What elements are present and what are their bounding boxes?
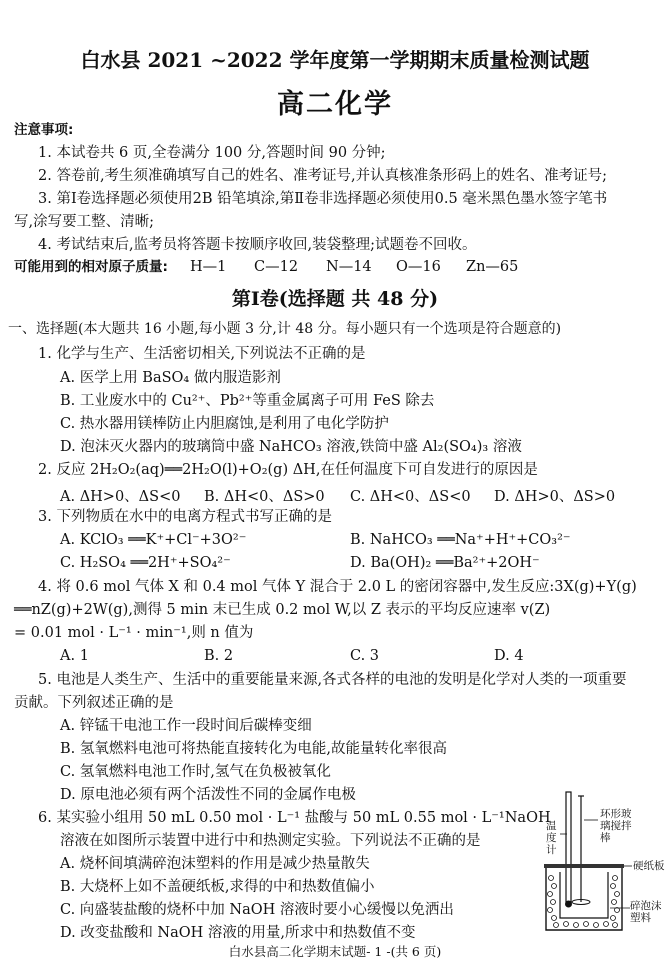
- option: A. 医学上用 BaSO₄ 做内服造影剂: [60, 370, 281, 386]
- question-stem: 3. 下列物质在水中的电离方程式书写正确的是: [38, 509, 332, 525]
- question-stem: 溶液在如图所示装置中进行中和热测定实验。下列说法不正确的是: [60, 833, 481, 849]
- question-stem: ══nZ(g)+2W(g),测得 5 min 末已生成 0.2 mol W,以 Z 表示的平均反应速率 v(Z): [14, 602, 551, 618]
- option: D. 泡沫灭火器内的玻璃筒中盛 NaHCO₃ 溶液,铁筒中盛 Al₂(SO₄)₃ 溶液: [60, 439, 522, 455]
- section-title: 第Ⅰ卷(选择题 共 48 分): [231, 288, 439, 310]
- atomic-mass: Zn—65: [466, 259, 519, 275]
- notes-heading: 注意事项:: [14, 122, 74, 138]
- option: C. ΔH<0、ΔS<0: [350, 489, 471, 505]
- question-stem: 1. 化学与生产、生活密切相关,下列说法不正确的是: [38, 346, 366, 362]
- option: B. 2: [204, 648, 234, 664]
- note-item: 3. 第Ⅰ卷选择题必须使用2B 铅笔填涂,第Ⅱ卷非选择题必须使用0.5 毫米黑色墨水签字笔书: [38, 191, 608, 207]
- atomic-mass-label: 可能用到的相对原子质量:: [14, 259, 168, 275]
- option: A. ΔH>0、ΔS<0: [60, 489, 181, 505]
- option: A. 1: [60, 648, 89, 664]
- option: A. 锌锰干电池工作一段时间后碳棒变细: [60, 718, 312, 734]
- question-stem: 5. 电池是人类生产、生活中的重要能量来源,各式各样的电池的发明是化学对人类的一项重要: [38, 672, 627, 688]
- option: B. ΔH<0、ΔS>0: [204, 489, 325, 505]
- question-stem: 贡献。下列叙述正确的是: [14, 695, 174, 711]
- note-item: 1. 本试卷共 6 页,全卷满分 100 分,答题时间 90 分钟;: [38, 145, 386, 161]
- page-footer: 白水县高二化学期末试题- 1 -(共 6 页): [228, 944, 442, 959]
- option: A. 烧杯间填满碎泡沫塑料的作用是减少热量散失: [60, 856, 370, 872]
- question-stem: 4. 将 0.6 mol 气体 X 和 0.4 mol 气体 Y 混合于 2.0 L 的密闭容器中,发生反应:3X(g)+Y(g): [38, 579, 637, 595]
- option: B. 氢氧燃料电池可将热能直接转化为电能,故能量转化率很高: [60, 741, 447, 757]
- question-stem: = 0.01 mol · L⁻¹ · min⁻¹,则 n 值为: [14, 625, 254, 641]
- option: D. Ba(OH)₂ ══Ba²⁺+2OH⁻: [350, 555, 540, 571]
- option: B. 大烧杯上如不盖硬纸板,求得的中和热数值偏小: [60, 879, 375, 895]
- exam-title: 白水县 2021 ~2022 学年度第一学期期末质量检测试题: [80, 48, 590, 72]
- option: D. 4: [494, 648, 524, 664]
- option: C. 3: [350, 648, 380, 664]
- atomic-mass: N—14: [326, 259, 372, 275]
- thermometer-label: 温度计: [546, 820, 557, 856]
- note-item: 2. 答卷前,考生须准确填写自己的姓名、准考证号,并认真核准条形码上的姓名、准考证号;: [38, 168, 608, 184]
- option: C. 氢氧燃料电池工作时,氢气在负极被氧化: [60, 764, 331, 780]
- note-item: 4. 考试结束后,监考员将答题卡按顺序收回,装袋整理;试题卷不回收。: [38, 237, 477, 253]
- option: C. 热水器用镁棒防止内胆腐蚀,是利用了电化学防护: [60, 416, 389, 432]
- option: D. 原电池必须有两个活泼性不同的金属作电极: [60, 787, 356, 803]
- option: D. 改变盐酸和 NaOH 溶液的用量,所求中和热数值不变: [60, 925, 416, 941]
- question-stem: 2. 反应 2H₂O₂(aq)══2H₂O(l)+O₂(g) ΔH,在任何温度下可自发进行的原因是: [38, 462, 538, 478]
- option: A. KClO₃ ══K⁺+Cl⁻+3O²⁻: [60, 532, 247, 548]
- atomic-mass: C—12: [254, 259, 299, 275]
- atomic-mass: O—16: [396, 259, 441, 275]
- option: D. ΔH>0、ΔS>0: [494, 489, 616, 505]
- subject-title: 高二化学: [277, 89, 393, 120]
- atomic-mass: H—1: [190, 259, 227, 275]
- option: C. 向盛装盐酸的烧杯中加 NaOH 溶液时要小心缓慢以免洒出: [60, 902, 454, 918]
- stirrer-label: 环形玻璃搅拌棒: [600, 808, 632, 844]
- option: C. H₂SO₄ ══2H⁺+SO₄²⁻: [60, 555, 231, 571]
- note-item: 写,涂写要工整、清晰;: [14, 214, 154, 230]
- cardboard-label: 硬纸板: [633, 860, 665, 872]
- foam-label: 碎泡沫塑料: [630, 900, 662, 924]
- option: B. 工业废水中的 Cu²⁺、Pb²⁺等重金属离子可用 FeS 除去: [60, 393, 435, 409]
- option: B. NaHCO₃ ══Na⁺+H⁺+CO₃²⁻: [350, 532, 571, 548]
- section-instruction: 一、选择题(本大题共 16 小题,每小题 3 分,计 48 分。每小题只有一个选项是符合题意的): [8, 321, 562, 337]
- question-stem: 6. 某实验小组用 50 mL 0.50 mol · L⁻¹ 盐酸与 50 mL 0.55 mol · L⁻¹NaOH: [38, 810, 551, 826]
